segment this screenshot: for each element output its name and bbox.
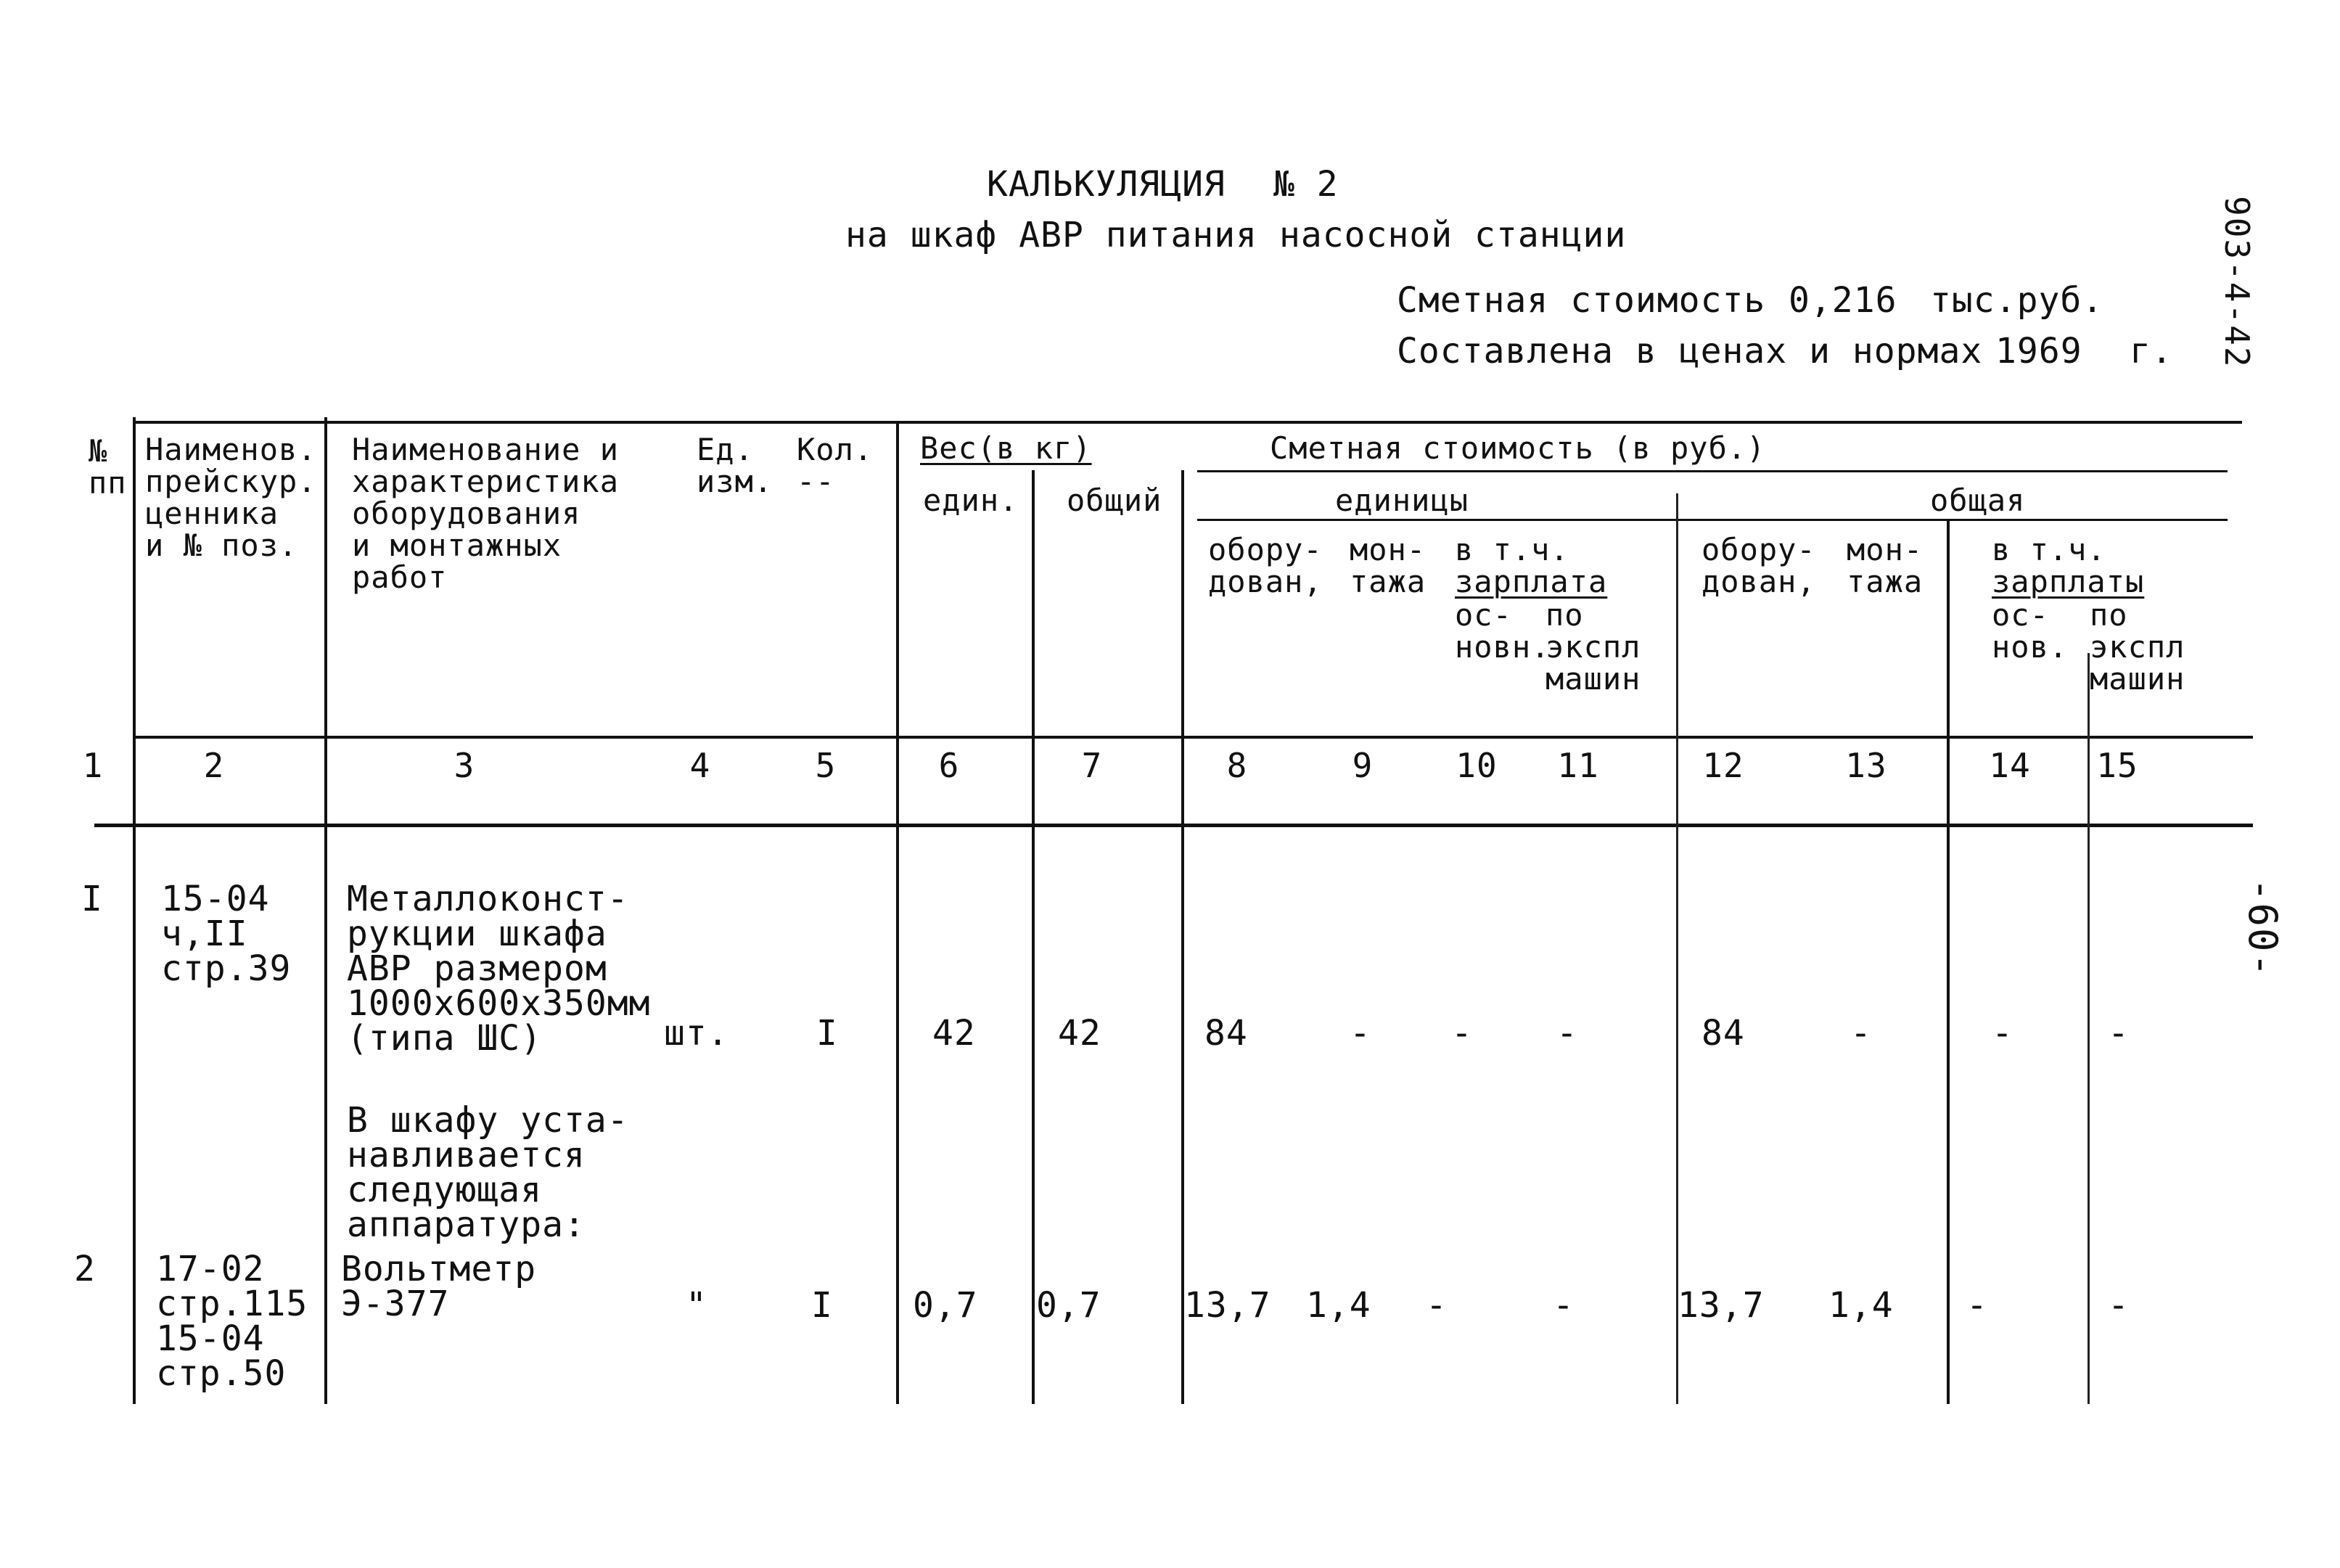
col-header-15: по экспл машин: [2090, 597, 2185, 697]
document-number: № 2: [1273, 164, 1339, 205]
row-name: Вольтметр Э-377: [341, 1249, 537, 1324]
col-header-1: № пп: [89, 433, 127, 501]
unit-total-underline: [1197, 519, 2228, 521]
prices-suffix: г.: [2130, 331, 2173, 372]
row-note: В шкафу уста- навливается следующая аппаратура:: [347, 1100, 629, 1245]
row-col11: -: [1553, 1285, 1575, 1326]
col-divider-6: [1032, 470, 1035, 1404]
col-number-9: 9: [1352, 746, 1374, 785]
cost-value: 0,216: [1789, 280, 1897, 321]
row-reference: 15-04 ч,II стр.39: [161, 879, 292, 989]
col-header-10-11-head: в т.ч.: [1455, 532, 1569, 567]
row-col10: -: [1451, 1013, 1473, 1054]
row-reference: 17-02 стр.115 15-04 стр.50: [156, 1249, 308, 1394]
col-header-14: ос- нов.: [1992, 597, 2069, 665]
row-col13: -: [1850, 1013, 1872, 1054]
cost-group-underline: [1197, 470, 2228, 472]
col-header-7: общий: [1067, 483, 1162, 518]
col-number-5: 5: [815, 746, 837, 785]
col-header-6: един.: [923, 483, 1019, 518]
col-number-7: 7: [1081, 746, 1103, 785]
row-quantity: I: [811, 1285, 833, 1326]
col-number-8: 8: [1226, 746, 1248, 785]
row-col14: -: [1966, 1285, 1988, 1326]
col-number-13: 13: [1845, 746, 1887, 785]
row-unit: ": [686, 1285, 707, 1326]
row-col8: 84: [1204, 1013, 1248, 1054]
row-quantity: I: [816, 1013, 838, 1054]
unit-group-header: единицы: [1335, 483, 1469, 518]
col-header-4: Ед. изм.: [697, 432, 773, 499]
col-header-14-15-sub: зарплаты: [1992, 564, 2145, 599]
col-number-6: 6: [938, 746, 960, 785]
row-col12: 84: [1701, 1013, 1745, 1054]
weight-group-header: Вес(в кг): [920, 430, 1092, 466]
col-number-3: 3: [453, 746, 475, 785]
row-weight-total: 42: [1058, 1013, 1101, 1054]
col-divider-1: [133, 417, 136, 1404]
row-col15: -: [2108, 1285, 2130, 1326]
prices-label: Составлена в ценах и нормах: [1397, 331, 1983, 372]
row-col10: -: [1426, 1285, 1448, 1326]
row-col15: -: [2108, 1013, 2130, 1054]
total-group-header: общая: [1930, 483, 2026, 518]
prices-year: 1969: [1995, 331, 2082, 372]
row-col9: -: [1350, 1013, 1371, 1054]
row-col13: 1,4: [1828, 1285, 1894, 1326]
cost-unit: тыс.руб.: [1930, 280, 2104, 321]
col-divider-2: [324, 417, 327, 1404]
row-name: Металлоконст- рукции шкафа АВР размером 1000х600х350мм (типа ШС): [347, 879, 651, 1059]
col-number-14: 14: [1989, 746, 2031, 785]
col-divider-5: [896, 421, 899, 1404]
col-header-13: мон- тажа: [1847, 532, 1924, 599]
col-number-12: 12: [1702, 746, 1744, 785]
document-title: КАЛЬКУЛЯЦИЯ: [987, 164, 1226, 205]
col-header-8: обору- дован,: [1208, 532, 1323, 599]
row-col12: 13,7: [1678, 1285, 1765, 1326]
col-header-5: Кол. --: [797, 432, 874, 499]
page-mark: -60-: [2240, 878, 2286, 979]
col-header-10-11-sub: зарплата: [1455, 564, 1608, 599]
cost-group-header: Сметная стоимость (в руб.): [1270, 430, 1766, 466]
document-code: 903-4-42: [2217, 196, 2257, 369]
col-divider-14: [2087, 653, 2090, 1404]
col-number-11: 11: [1557, 746, 1599, 785]
col-number-2: 2: [203, 746, 225, 785]
row-weight-unit: 0,7: [913, 1285, 978, 1326]
col-header-12: обору- дован,: [1701, 532, 1816, 599]
col-header-3: Наименование и характеристика оборудования и монтажных работ: [352, 432, 620, 595]
row-number: I: [81, 879, 103, 919]
row-col14: -: [1992, 1013, 2013, 1054]
col-header-11: по экспл машин: [1545, 597, 1641, 697]
row-weight-total: 0,7: [1036, 1285, 1101, 1326]
col-number-4: 4: [689, 746, 711, 785]
document-subtitle: на шкаф АВР питания насосной станции: [845, 215, 1627, 255]
col-header-10: ос- новн.: [1455, 597, 1551, 665]
col-number-15: 15: [2096, 746, 2138, 785]
row-weight-unit: 42: [932, 1013, 976, 1054]
row-col9: 1,4: [1306, 1285, 1371, 1326]
col-number-1: 1: [82, 746, 104, 785]
col-header-9: мон- тажа: [1350, 532, 1426, 599]
col-number-10: 10: [1456, 746, 1498, 785]
col-header-2: Наименов. прейскур. ценника и № поз.: [145, 432, 317, 563]
row-unit: шт.: [664, 1013, 729, 1054]
row-col11: -: [1556, 1013, 1578, 1054]
row-col8: 13,7: [1184, 1285, 1271, 1326]
col-divider-13: [1947, 519, 1950, 1404]
row-number: 2: [74, 1249, 96, 1289]
col-header-14-15-head: в т.ч.: [1992, 532, 2106, 567]
table-top-border: [134, 421, 2242, 424]
col-divider-11: [1676, 493, 1678, 1404]
numbers-bottom-border: [94, 824, 2253, 827]
header-bottom-border: [134, 736, 2253, 739]
col-divider-7: [1181, 470, 1184, 1404]
cost-label: Сметная стоимость: [1397, 280, 1766, 321]
